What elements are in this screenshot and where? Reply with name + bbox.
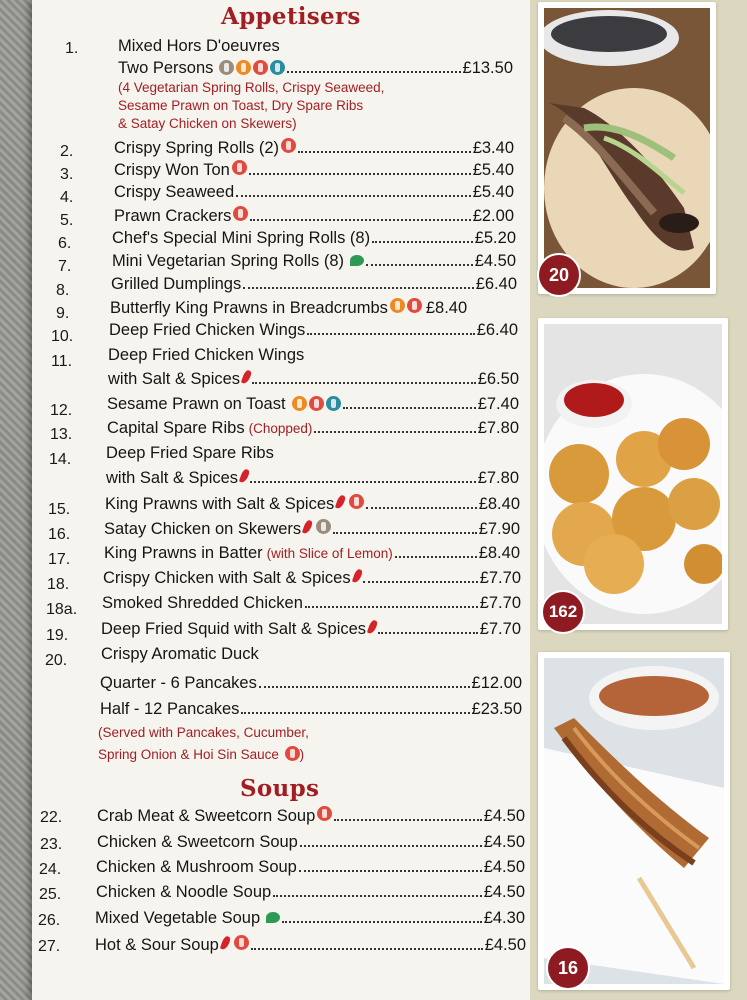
item-number: 18a. (46, 601, 78, 618)
item-number: 6. (58, 235, 72, 252)
item-name: Quarter - 6 Pancakes (100, 674, 257, 692)
item-note-close: ) (299, 747, 305, 762)
item-price: £7.70 (479, 594, 521, 612)
menu-item (110, 298, 518, 318)
menu-item (95, 909, 525, 928)
leader-dots (333, 532, 477, 534)
menu-item (114, 138, 514, 158)
leader-dots (250, 219, 470, 221)
item-number: 15. (48, 501, 71, 518)
menu-item (114, 206, 514, 226)
sesame-allergen-icon (219, 60, 234, 75)
item-name: Deep Fried Squid with Salt & Spices (101, 620, 367, 638)
item-price: £4.50 (483, 807, 525, 825)
leader-dots (287, 71, 460, 73)
item-note: Sesame Prawn on Toast, Dry Spare Ribs (118, 98, 364, 113)
item-price: £5.20 (474, 229, 516, 247)
photo-number-badge: 162 (541, 590, 585, 634)
shellfish-allergen-icon (233, 206, 248, 221)
menu-item (101, 620, 521, 639)
menu-item (114, 160, 514, 180)
chili-icon (302, 519, 313, 535)
item-note: (Chopped) (248, 421, 313, 436)
menu-item (109, 321, 518, 340)
item-name: Mixed Vegetable Soup (95, 909, 261, 927)
item-price: £13.50 (462, 59, 513, 77)
item-number: 23. (40, 836, 63, 853)
item-name: Smoked Shredded Chicken (102, 594, 303, 612)
item-note: & Satay Chicken on Skewers) (118, 116, 297, 131)
menu-item (118, 37, 280, 56)
item-price: £4.50 (484, 936, 526, 954)
item-number: 8. (56, 282, 70, 299)
item-note-text: Spring Onion & Hoi Sin Sauce (98, 747, 279, 762)
leader-dots (251, 948, 483, 950)
item-name: Butterfly King Prawns in Breadcrumbs (110, 299, 388, 317)
allergen-icon (285, 746, 300, 761)
chili-icon (335, 494, 346, 510)
item-price: £4.50 (483, 883, 525, 901)
photo-number-badge: 20 (537, 253, 581, 297)
item-number: 4. (60, 189, 74, 206)
menu-item (104, 519, 520, 539)
item-number: 11. (51, 353, 73, 370)
item-number: 12. (50, 402, 73, 419)
item-note: (4 Vegetarian Spring Rolls, Crispy Seaweed, (118, 80, 385, 95)
leader-dots (307, 333, 474, 335)
item-name: Crispy Seaweed (114, 183, 235, 201)
menu-item (97, 833, 525, 852)
leader-dots (378, 632, 478, 634)
menu-item (114, 183, 514, 202)
menu-item (96, 858, 525, 877)
leader-dots (282, 921, 482, 923)
leader-dots (252, 382, 476, 384)
item-price: £7.70 (479, 569, 521, 587)
item-name: Crispy Aromatic Duck (101, 645, 259, 663)
item-price: £7.90 (478, 520, 520, 538)
item-name: Grilled Dumplings (111, 275, 242, 293)
leader-dots (299, 870, 482, 872)
item-number: 26. (38, 912, 61, 929)
gluten-allergen-icon (390, 298, 405, 313)
item-number: 9. (56, 305, 70, 322)
leader-dots (259, 686, 470, 688)
shellfish-allergen-icon (232, 160, 247, 175)
allergen-icons (290, 395, 341, 414)
item-price: £4.30 (483, 909, 525, 927)
item-number: 7. (58, 258, 72, 275)
menu-item (102, 594, 521, 613)
satay-skewer-photo (538, 652, 730, 990)
item-number: 16. (48, 526, 71, 543)
menu-item (105, 494, 520, 514)
item-name: Crispy Spring Rolls (2) (114, 139, 280, 157)
item-number: 13. (50, 426, 73, 443)
item-name: Deep Fried Spare Ribs (106, 444, 274, 462)
menu-item (107, 395, 519, 414)
item-name: Chicken & Mushroom Soup (96, 858, 297, 876)
satay-skewer-illustration (544, 658, 724, 984)
menu-item (108, 370, 519, 389)
allergen-icons (217, 59, 285, 78)
item-price: £7.80 (477, 419, 519, 437)
item-price: £7.70 (479, 620, 521, 638)
item-name: Satay Chicken on Skewers (104, 520, 302, 538)
item-name: Deep Fried Chicken Wings (108, 346, 305, 364)
peanut-allergen-icon (316, 519, 331, 534)
shellfish-allergen-icon (309, 396, 324, 411)
item-name: Capital Spare Ribs (107, 419, 245, 437)
prawn-balls-photo (538, 318, 728, 630)
item-price: £4.50 (483, 858, 525, 876)
item-name: Mini Vegetarian Spring Rolls (8) (112, 252, 345, 270)
menu-item (111, 275, 517, 294)
shellfish-allergen-icon (349, 494, 364, 509)
leader-dots (305, 606, 478, 608)
leader-dots (372, 241, 473, 243)
leader-dots (363, 581, 478, 583)
item-number: 5. (60, 212, 74, 229)
item-price: £23.50 (471, 700, 522, 718)
leader-dots (243, 287, 473, 289)
vegetarian-leaf-icon (350, 255, 364, 266)
item-number: 19. (46, 627, 69, 644)
item-number: 10. (51, 328, 74, 345)
item-price: £12.00 (471, 674, 522, 692)
shellfish-allergen-icon (234, 935, 249, 950)
item-number: 14. (49, 451, 72, 468)
leader-dots (343, 407, 476, 409)
item-price: £6.40 (476, 321, 518, 339)
menu-item (104, 544, 520, 563)
item-number: 18. (47, 576, 70, 593)
menu-item (96, 883, 525, 902)
item-note: (with Slice of Lemon) (266, 546, 393, 561)
menu-item (97, 806, 525, 826)
leader-dots (249, 173, 471, 175)
duck-pancake-photo (538, 2, 716, 294)
leader-dots (395, 556, 477, 558)
item-price: £6.50 (477, 370, 519, 388)
shellfish-allergen-icon (253, 60, 268, 75)
chili-icon (220, 935, 231, 951)
shellfish-allergen-icon (317, 806, 332, 821)
menu-item (118, 59, 513, 78)
item-price: £5.40 (472, 183, 514, 201)
item-price: £5.40 (472, 161, 514, 179)
item-name: Deep Fried Chicken Wings (109, 321, 306, 339)
shellfish-allergen-icon (407, 298, 422, 313)
menu-item (106, 469, 519, 488)
vegetarian-leaf-icon (266, 912, 280, 923)
menu-item (112, 229, 516, 248)
item-name: King Prawns in Batter (104, 544, 263, 562)
item-note: (Served with Pancakes, Cucumber, (98, 725, 309, 740)
item-name: Chicken & Noodle Soup (96, 883, 272, 901)
leader-dots (334, 819, 481, 821)
leader-dots (366, 507, 476, 509)
menu-item (107, 419, 519, 438)
item-price: £2.00 (472, 207, 514, 225)
item-price: £8.40 (425, 299, 468, 317)
item-name: Mixed Hors D'oeuvres (118, 37, 280, 55)
chili-icon (351, 568, 362, 584)
item-number: 20. (45, 652, 68, 669)
item-name: Sesame Prawn on Toast (107, 395, 286, 413)
item-name: Chef's Special Mini Spring Rolls (8) (112, 229, 371, 247)
item-price: £4.50 (483, 833, 525, 851)
chili-icon (367, 619, 378, 635)
chili-icon (239, 468, 250, 484)
menu-item (95, 935, 526, 955)
menu-item (100, 700, 522, 719)
leader-dots (298, 151, 471, 153)
item-name: with Salt & Spices (108, 370, 241, 388)
menu-item (108, 346, 304, 365)
leader-dots (366, 264, 473, 266)
item-number: 2. (60, 143, 74, 160)
item-name: Crispy Won Ton (114, 161, 230, 179)
item-name: Prawn Crackers (114, 207, 232, 225)
soups-heading: Soups (240, 775, 320, 802)
item-name: King Prawns with Salt & Spices (105, 495, 335, 513)
menu-item (101, 645, 259, 664)
fish-allergen-icon (326, 396, 341, 411)
item-number: 24. (39, 861, 62, 878)
item-number: 1. (65, 40, 79, 57)
item-number: 17. (48, 551, 71, 568)
chili-icon (241, 369, 252, 385)
leader-dots (236, 195, 471, 197)
item-price: £3.40 (472, 139, 514, 157)
item-name: Two Persons (118, 59, 214, 77)
leader-dots (250, 481, 476, 483)
appetisers-heading: Appetisers (221, 3, 361, 30)
item-name: Chicken & Sweetcorn Soup (97, 833, 298, 851)
item-number: 22. (40, 809, 63, 826)
leader-dots (314, 431, 475, 433)
item-price: £7.80 (477, 469, 519, 487)
prawn-balls-illustration (544, 324, 722, 624)
item-note (98, 746, 304, 762)
item-name: Half - 12 Pancakes (100, 700, 240, 718)
leader-dots (300, 845, 482, 847)
duck-pancake-illustration (544, 8, 710, 288)
item-price: £8.40 (478, 495, 520, 513)
gluten-allergen-icon (292, 396, 307, 411)
menu-item (103, 569, 521, 588)
item-price: £4.50 (474, 252, 516, 270)
menu-item (106, 444, 274, 463)
item-price: £8.40 (478, 544, 520, 562)
photo-number-badge: 16 (546, 946, 590, 990)
shellfish-allergen-icon (281, 138, 296, 153)
item-name: with Salt & Spices (106, 469, 239, 487)
item-price: £7.40 (477, 395, 519, 413)
gluten-allergen-icon (236, 60, 251, 75)
menu-item (112, 252, 516, 271)
item-number: 3. (60, 166, 74, 183)
fish-allergen-icon (270, 60, 285, 75)
item-name: Crispy Chicken with Salt & Spices (103, 569, 351, 587)
item-number: 27. (38, 938, 61, 955)
menu-item (100, 674, 522, 693)
leader-dots (241, 712, 469, 714)
item-price: £6.40 (475, 275, 517, 293)
item-number: 25. (39, 886, 62, 903)
leader-dots (273, 895, 482, 897)
item-name: Hot & Sour Soup (95, 936, 219, 954)
item-name: Crab Meat & Sweetcorn Soup (97, 807, 316, 825)
